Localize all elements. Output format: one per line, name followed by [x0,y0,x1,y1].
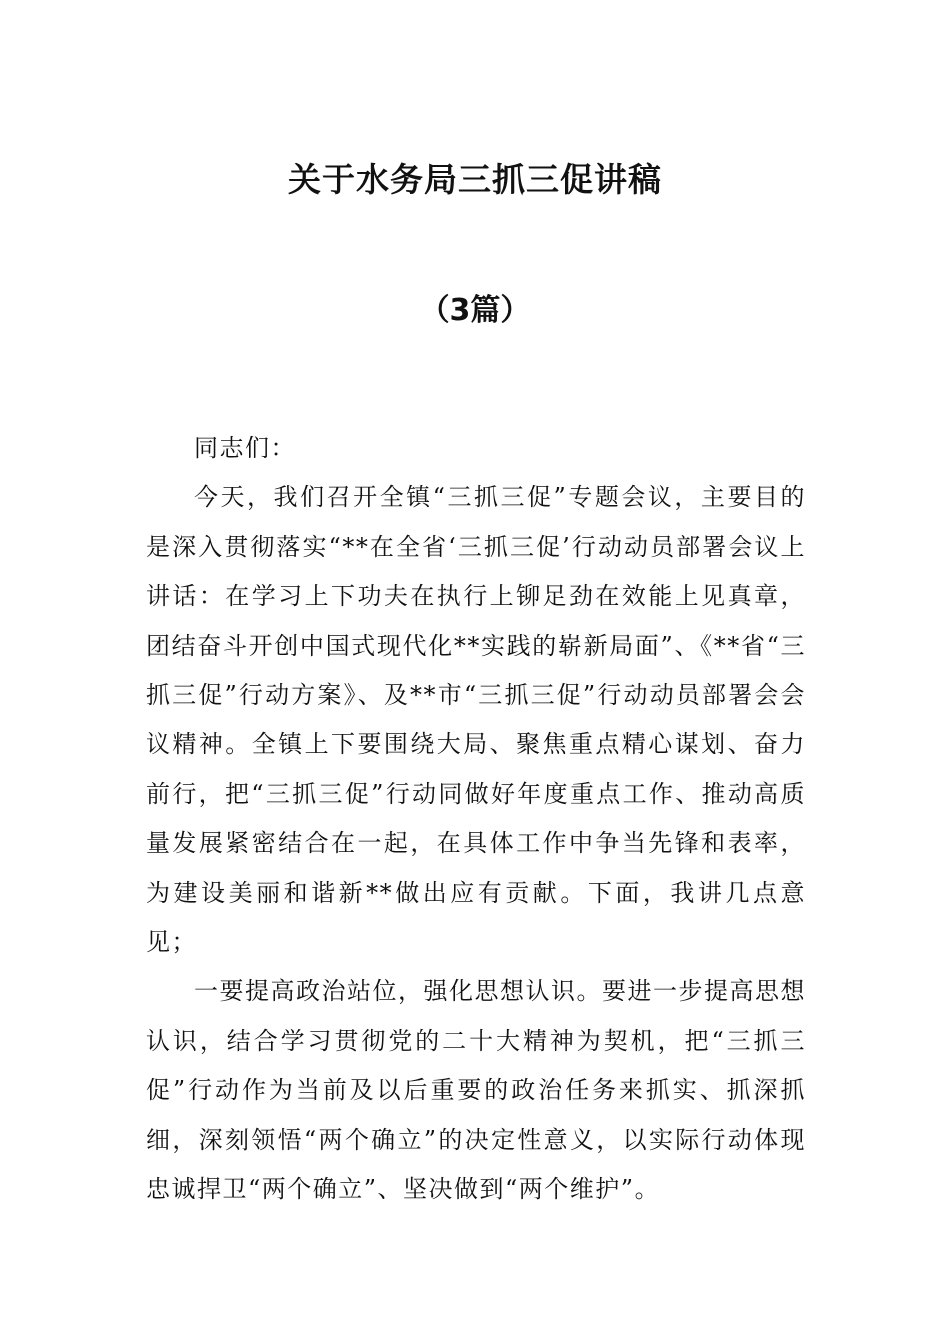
document-title: 关于水务局三抓三促讲稿 [288,160,662,199]
document-body [146,424,806,1215]
body-paragraph: 今天，我们召开全镇“三抓三促”专题会议，主要目的是深入贯彻落实“**在全省‘三抓三促’行动动员部署会议上讲话：在学习上下功夫在执行上铆足劲在效能上见真章，团结奋斗开创中国式现代化**实践的崭新局面”、《**省“三抓三促”行动方案》、及**市“三抓三促”行动动员部署会会议精神。全镇上下要围绕大局、聚焦重点精心谋划、奋力前行，把“三抓三促”行动同做好年度重点工作、推动高质量发展紧密结合在一起，在具体工作中争当先锋和表率，为建设美丽和谐新**做出应有贡献。下面，我讲几点意见； [146,483,806,957]
salutation-paragraph: 同志们： [194,434,296,462]
body-paragraph: 一要提高政治站位，强化思想认识。要进一步提高思想认识，结合学习贯彻党的二十大精神为契机，把“三抓三促”行动作为当前及以后重要的政治任务来抓实、抓深抓细，深刻领悟“两个确立”的决定性意义，以实际行动体现忠诚捍卫“两个确立”、坚决做到“两个维护”。 [146,977,806,1204]
document-subtitle: （3篇） [419,293,531,328]
